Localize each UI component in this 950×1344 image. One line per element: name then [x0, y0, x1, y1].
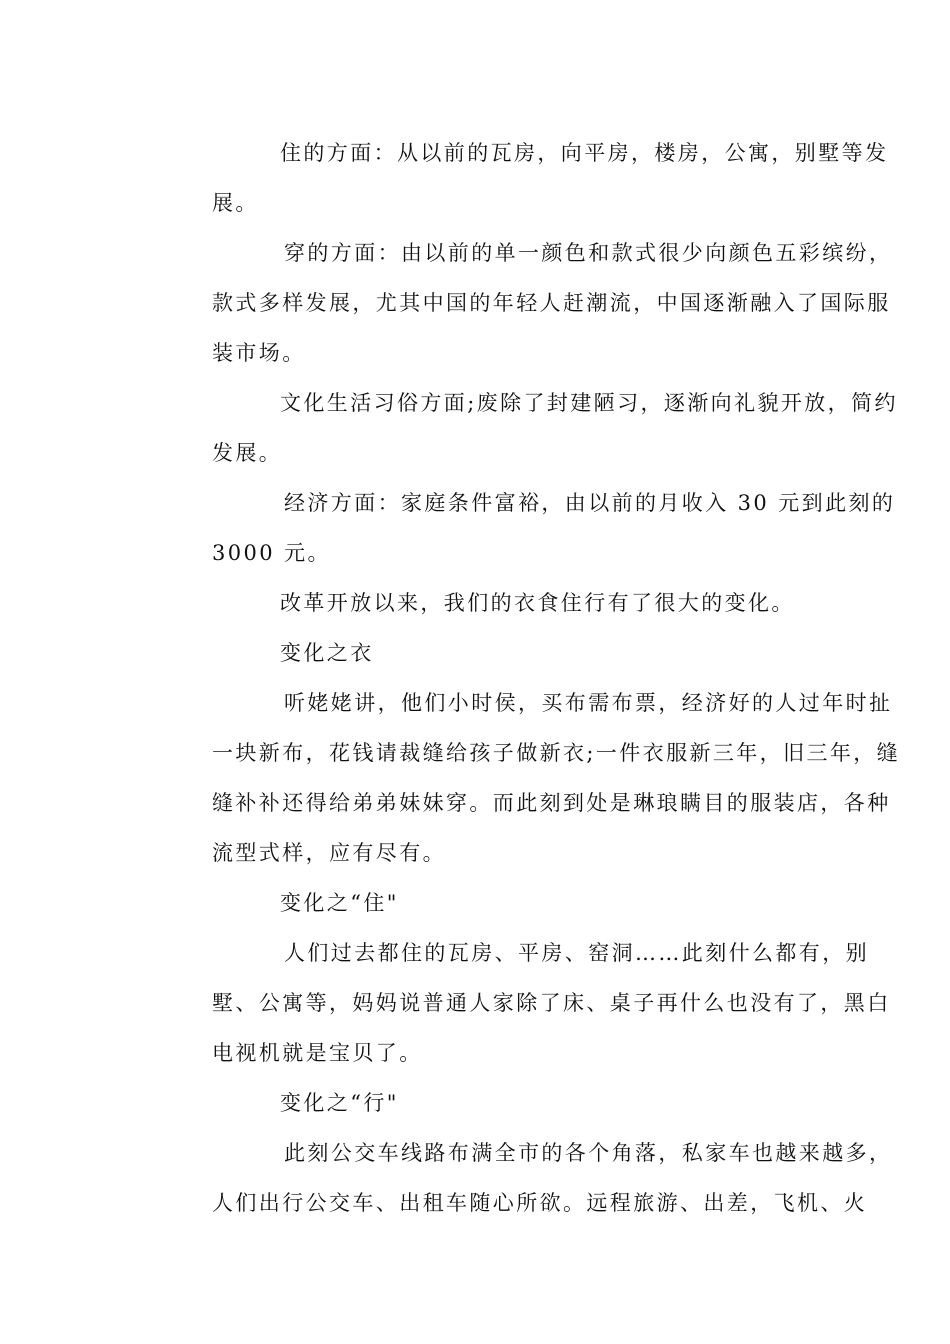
paragraph-housing-aspect: [144, 128, 889, 228]
paragraph-clothing-story: [144, 678, 901, 878]
text-line: 发展。: [212, 441, 283, 465]
text-line: 穿的方面：由以前的单一颜色和款式很少向颜色五彩缤纷，: [284, 241, 893, 265]
paragraph-clothing-aspect: [144, 228, 893, 378]
text-line: 此刻公交车线路布满全市的各个角落，私家车也越来越多，: [284, 1141, 893, 1165]
text-line: 展。: [212, 191, 259, 215]
text-line: 经济方面：家庭条件富裕，由以前的月收入 30 元到此刻的: [284, 491, 896, 515]
heading-text: 变化之“住": [280, 891, 399, 915]
paragraph-summary: [144, 578, 809, 628]
section-heading-clothing: [144, 628, 809, 678]
text-line: 款式多样发展，尤其中国的年轻人赶潮流，中国逐渐融入了国际服: [212, 291, 891, 315]
text-line: 人们过去都住的瓦房、平房、窑洞……此刻什么都有，别: [284, 941, 869, 965]
text-line: 住的方面：从以前的瓦房，向平房，楼房，公寓，别墅等发: [280, 141, 889, 165]
paragraph-economy-aspect: [144, 478, 896, 578]
text-line: 3000 元。: [212, 541, 331, 565]
text-line: 电视机就是宝贝了。: [212, 1041, 423, 1065]
text-line: 墅、公寓等，妈妈说普通人家除了床、桌子再什么也没有了，黑白: [212, 991, 891, 1015]
text-line: 文化生活习俗方面;废除了封建陋习，逐渐向礼貌开放，简约: [280, 391, 898, 415]
paragraph-housing-story: [144, 928, 891, 1078]
document-body: [144, 128, 901, 1228]
paragraph-transport-story: [144, 1128, 893, 1228]
text-line: 缝补补还得给弟弟妹妹穿。而此刻到处是琳琅瞒目的服装店，各种: [212, 791, 891, 815]
section-heading-transport: [144, 1078, 809, 1128]
text-line: 一块新布，花钱请裁缝给孩子做新衣;一件衣服新三年，旧三年，缝: [212, 741, 901, 765]
heading-text: 变化之衣: [280, 641, 374, 665]
text-line: 改革开放以来，我们的衣食住行有了很大的变化。: [280, 591, 795, 615]
text-line: 装市场。: [212, 341, 306, 365]
heading-text: 变化之“行": [280, 1091, 399, 1115]
paragraph-culture-aspect: [144, 378, 898, 478]
text-line: 流型式样，应有尽有。: [212, 841, 446, 865]
text-line: 听姥姥讲，他们小时侯，买布需布票，经济好的人过年时扯: [284, 691, 893, 715]
text-line: 人们出行公交车、出租车随心所欲。远程旅游、出差，飞机、火: [212, 1191, 868, 1215]
section-heading-housing: [144, 878, 809, 928]
